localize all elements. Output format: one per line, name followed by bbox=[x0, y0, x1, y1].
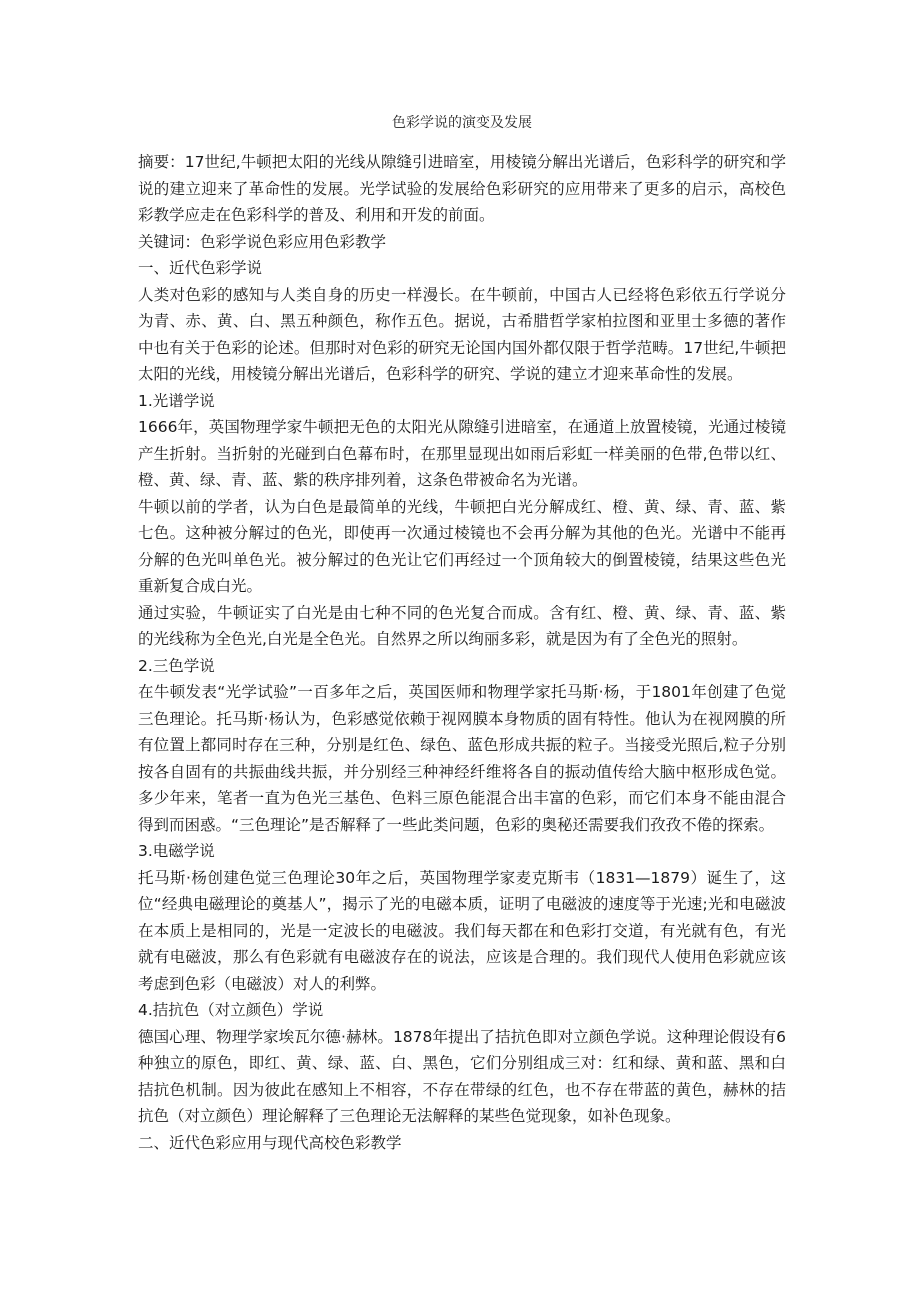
keywords-line: 关键词：色彩学说色彩应用色彩教学 bbox=[138, 232, 387, 251]
abstract-paragraph: 摘要：17世纪,牛顿把太阳的光线从隙缝引进暗室，用棱镜分解出光谱后，色彩科学的研究和学说的建立迎来了革命性的发展。光学试验的发展给色彩研究的应用带来了更多的启示，高校色彩教学应走在色彩科学的普及、利用和开发的前面。 bbox=[138, 153, 786, 224]
subsection-heading-electromagnetic: 3.电磁学说 bbox=[138, 842, 215, 860]
document-title: 色彩学说的演变及发展 bbox=[392, 115, 532, 131]
document-body bbox=[138, 149, 786, 1156]
electromagnetic-paragraph: 托马斯·杨创建色觉三色理论30年之后，英国物理学家麦克斯韦（1831—1879）诞生了，这位“经典电磁理论的奠基人”，揭示了光的电磁本质，证明了电磁波的速度等于光速;光和电磁波在本质上是相同的，光是一定波长的电磁波。我们每天都在和色彩打交道，有光就有色，有光就有电磁波，那么有色彩就有电磁波存在的说法，应该是合理的。我们现代人使用色彩就应该考虑到色彩（电磁波）对人的利弊。 bbox=[138, 868, 786, 993]
subsection-heading-trichromatic: 2.三色学说 bbox=[138, 656, 215, 675]
subsection-heading-opponent-color: 4.拮抗色（对立颜色）学说 bbox=[138, 1001, 324, 1019]
section-heading-application-teaching: 二、近代色彩应用与现代高校色彩教学 bbox=[138, 1133, 402, 1152]
spectrum-paragraph-2: 牛顿以前的学者，认为白色是最简单的光线，牛顿把白光分解成红、橙、黄、绿、青、蓝、紫七色。这种被分解过的色光，即使再一次通过棱镜也不会再分解为其他的色光。光谱中不能再分解的色光叫单色光。被分解过的色光让它们再经过一个顶角较大的倒置棱镜，结果这些色光重新复合成白光。 bbox=[138, 497, 786, 595]
spectrum-paragraph-1: 1666年，英国物理学家牛顿把无色的太阳光从隙缝引进暗室，在通道上放置棱镜，光通过棱镜产生折射。当折射的光碰到白色幕布时，在那里显现出如雨后彩虹一样美丽的色带,色带以红、橙、黄、绿、青、蓝、紫的秩序排列着，这条色带被命名为光谱。 bbox=[138, 418, 786, 489]
subsection-heading-spectrum: 1.光谱学说 bbox=[138, 391, 215, 410]
opponent-color-paragraph: 德国心理、物理学家埃瓦尔德·赫林。1878年提出了拮抗色即对立颜色学说。这种理论假设有6种独立的原色，即红、黄、绿、蓝、白、黑色，它们分别组成三对：红和绿、黄和蓝、黑和白拮抗色机制。因为彼此在感知上不相容，不存在带绿的红色，也不存在带蓝的黄色，赫林的拮抗色（对立颜色）理论解释了三色理论无法解释的某些色觉现象，如补色现象。 bbox=[138, 1027, 786, 1125]
section-intro-paragraph: 人类对色彩的感知与人类自身的历史一样漫长。在牛顿前，中国古人已经将色彩依五行学说分为青、赤、黄、白、黑五种颜色，称作五色。据说，古希腊哲学家柏拉图和亚里士多德的著作中也有关于色彩的论述。但那时对色彩的研究无论国内国外都仅限于哲学范畴。17世纪,牛顿把太阳的光线，用棱镜分解出光谱后，色彩科学的研究、学说的建立才迎来革命性的发展。 bbox=[138, 285, 786, 383]
trichromatic-paragraph: 在牛顿发表“光学试验”一百多年之后，英国医师和物理学家托马斯·杨，于1801年创建了色觉三色理论。托马斯·杨认为，色彩感觉依赖于视网膜本身物质的固有特性。他认为在视网膜的所有位置上都同时存在三种，分别是红色、绿色、蓝色形成共振的粒子。当接受光照后,粒子分别按各自固有的共振曲线共振，并分别经三种神经纤维将各自的振动值传给大脑中枢形成色觉。多少年来，笔者一直为色光三基色、色料三原色能混合出丰富的色彩，而它们本身不能由混合得到而困惑。“三色理论”是否解释了一些此类问题，色彩的奥秘还需要我们孜孜不倦的探索。 bbox=[138, 683, 786, 834]
spectrum-paragraph-3: 通过实验，牛顿证实了白光是由七种不同的色光复合而成。含有红、橙、黄、绿、青、蓝、紫的光线称为全色光,白光是全色光。自然界之所以绚丽多彩，就是因为有了全色光的照射。 bbox=[138, 603, 786, 648]
section-heading-modern-theories: 一、近代色彩学说 bbox=[138, 259, 263, 277]
